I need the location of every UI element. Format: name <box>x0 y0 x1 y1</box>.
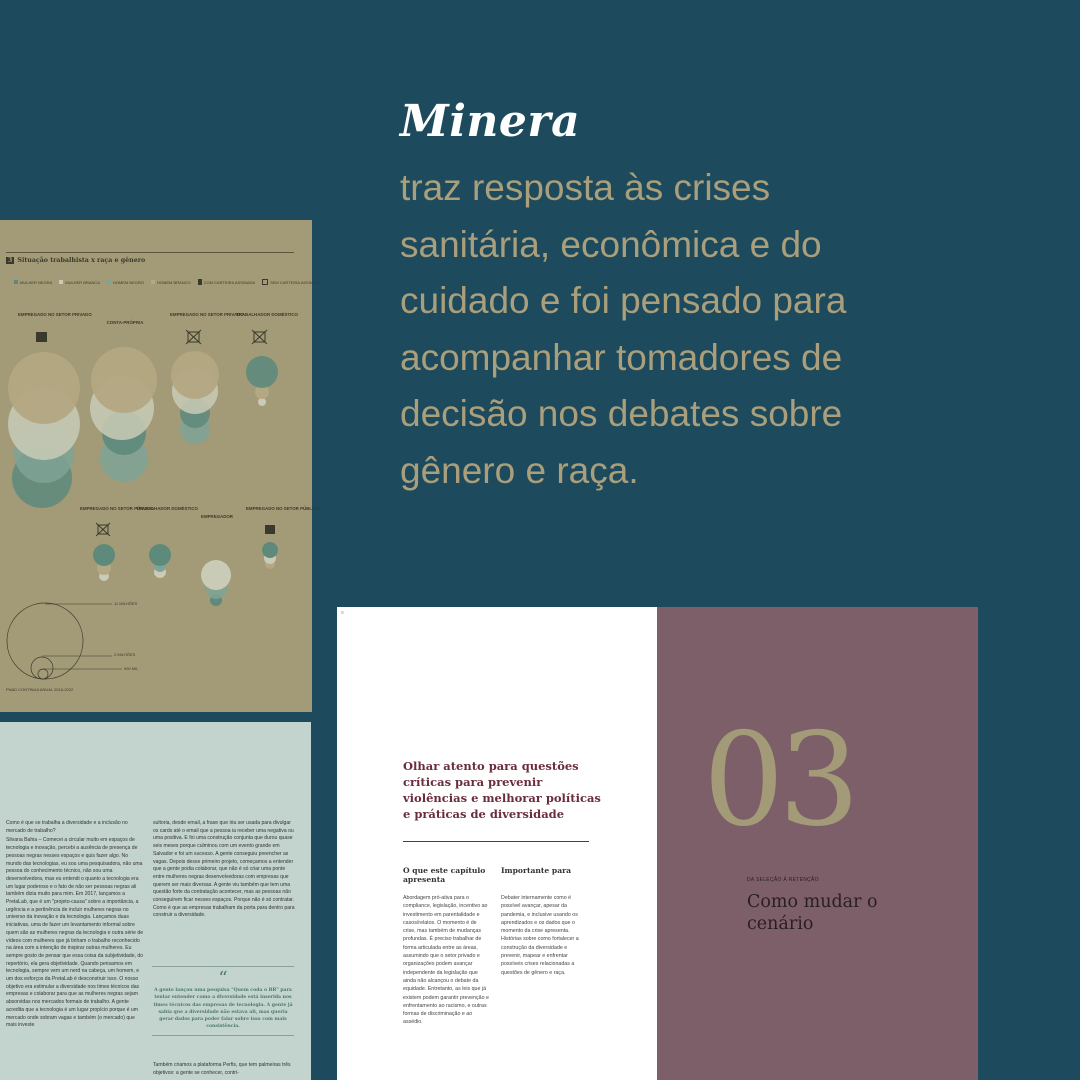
bubble <box>171 351 219 399</box>
divider <box>403 841 589 842</box>
scale-label: 11 MILHÕES <box>114 601 138 606</box>
legend-item: MULHER NEGRA <box>14 280 52 285</box>
paragraph: sultoria, desde email, a frase que iria ser usada para divulgar os cards até o email que a pessoa ia receber uma negativa ou uma positiva. E foi uma construção conjunta que durou quase seis meses porque culminou com um evento grande em Salvador e foi um sucesso. A gente conseguiu preencher as vagas. Depois desse primeiro projeto, começamos a entender que a gente podia colaborar, que não é só criar uma ponte entre mulheres negras desenvolvedoras com empresas que querem ser mais diversas. A gente viu também que tem uma questão forte da contratação acontecer, mas as pessoas não conseguirem ficar nesses espaços. Porque não é só contratar. Como é que as empresas trabalham da porta para dentro para construir a diversidade. <box>153 820 295 919</box>
brand-title: Minera <box>400 96 581 147</box>
source-note: PNAD CONTÍNUA ANUAL 2018-2022 <box>6 687 74 692</box>
article-page <box>0 722 311 1080</box>
chapter-heading: Olhar atento para questões críticas para prevenir violências e melhorar políticas e práticas de diversidade <box>403 759 601 821</box>
category-label: EMPREGADO NO SETOR PÚBLICO <box>246 506 320 511</box>
infographic-page <box>0 220 321 712</box>
legend-item: HOMEM NEGRO <box>107 280 144 285</box>
chapter-title: Como mudar o cenário <box>747 892 878 934</box>
chapter-number: 03 <box>703 706 854 855</box>
infographic-title: 3 Situação trabalhista x raça e gênero <box>8 257 146 264</box>
category-label: TRABALHADOR DOMÉSTICO <box>236 312 298 317</box>
tagline-line: sanitária, econômica e do <box>400 223 822 265</box>
category-label: EMPREGADOR <box>201 514 233 519</box>
bubble <box>149 544 171 566</box>
article-column <box>153 820 295 923</box>
category-label: EMPREGADO NO SETOR PRIVADO <box>18 312 92 317</box>
subheading: Importante para <box>501 866 572 875</box>
scale-label: 2 MILHÕES <box>114 652 136 657</box>
article-column <box>153 1062 295 1080</box>
bubble <box>91 347 157 413</box>
tagline-line: traz resposta às crises <box>400 167 771 208</box>
body-text: Abordagem pró-ativa para o compliance, legislação, incentivo ao investimento em parentalidade e casos/relatos. O momento é de crise, mas também de mudanças profundas. É preciso trabalhar de forma articulada entre as áreas, assumindo que o setor privado e organizações podem avançar independente da legislação que ainda não alcançou o debate da equidade. Entretanto, as leis que já existem podem garantir prevenção e enfrentamento ao racismo, e outras formas de discriminação e ao assédio. <box>403 895 489 1026</box>
tagline-line: acompanhar tomadores de <box>400 336 843 378</box>
tagline-line: gênero e raça. <box>400 449 639 491</box>
scale-circle <box>7 603 83 679</box>
briefcase-icon <box>265 525 275 534</box>
crossed-briefcase-icon <box>252 330 267 344</box>
quote-mark-icon: “ <box>218 968 228 989</box>
quote-text: A gente lançou uma pesquisa "Quem coda o BR" para tentar entender como a diversidade está inserida nos times técnicos das empresas de tecnologia. A gente já sabia que a diversidade não estava ali, mas queria gerar dados para poder falar sobre isso com mais consistência. <box>153 988 293 1030</box>
bubble <box>8 352 80 424</box>
bubble <box>262 542 278 558</box>
briefcase-icon <box>36 332 47 342</box>
chapter-intro-page <box>337 607 658 1080</box>
article-column <box>6 820 144 1033</box>
menu-icon: ≡ <box>341 610 344 616</box>
tagline-line: decisão nos debates sobre <box>400 393 843 434</box>
legend-item: MULHER BRANCA <box>59 280 100 285</box>
crossed-briefcase-icon <box>186 330 201 344</box>
category-label: CONTA-PRÓPRIA <box>106 320 144 325</box>
legend-item: COM CARTEIRA ASSINADA <box>198 279 256 285</box>
subheading: O que este capítulo apresenta <box>403 866 486 884</box>
bubble <box>246 356 278 388</box>
paragraph: Também criamos a plataforma Perfis, que tem palmeiras três objetivos: a gente se conhecer, contri- <box>153 1062 291 1076</box>
bubble-chart <box>0 220 320 712</box>
category-label: EMPREGADO NO SETOR PÚBLICO <box>80 506 154 511</box>
chapter-kicker: DA SELEÇÃO À RETENÇÃO <box>747 877 819 883</box>
scale-circle <box>38 669 48 679</box>
legend-item: SEM CARTEIRA ASSINADA <box>262 279 321 285</box>
bubble <box>93 544 115 566</box>
tagline <box>400 160 960 499</box>
category-label: EMPREGADO NO SETOR PRIVADO <box>170 312 244 317</box>
paragraph: Silvana Bahia – Comecei a circular muito em espaços de tecnologia e inovação, percebi a ausência de presença de pessoas negras nesses espaços e quis fazer algo. No mundo das tecnologias, eu sou uma pesquisadora, não uma pessoa do conhecimento técnico, não sou uma desenvolvedora, mas eu entendi o quanto a tecnologia era um lugar poderoso e o fato de não ser pessoas negras ali também dizia muito para mim. Em 2017, lançamos a PretaLab, que é um "projeto-causa" sobre a importância, a urgência e a pertinência de incluir mulheres negras no universo da inovação e da tecnologia. Lançamos duas iniciativas, uma de fazer um levantamento informal sobre quem são as mulheres negras da tecnologia e outra série de vídeos com mulheres que já tinham o trabalho reconhecido na área com a intenção de inspirar outras mulheres. Eu sempre gosto de pensar que essa coisa da subjetividade, do repertório, ela gera objetividade. Quando pensamos em tecnologia, sempre vem um nerd na cabeça, um homem, e um dos esforços da PretaLab é desconstruir isso. O nosso objetivo era estimular a diversidade nos times técnicos das empresas e colaborar para que as mulheres negras sejam absorvidas nos mercados formais de trabalho. A gente acredita que a tecnologia é um lugar propício porque é um mercado onde sobram vagas e também (o mercado) que mais investe <box>6 837 144 1029</box>
bubble <box>258 398 266 406</box>
category-label: TRABALHADOR DOMÉSTICO <box>136 506 198 511</box>
legend-item: HOMEM BRANCO <box>151 280 191 285</box>
scale-label: 900 MIL <box>124 666 139 671</box>
body-text: Debater internamente como é possível avançar, apesar da pandemia, e inclusive usando os aprendizados e os dados que o momento da crise apresenta. Histórias sobre como fortalecer a construção da diversidade e prevenir, mapear e enfrentar possíveis crises relacionadas a questões de gênero e raça. <box>501 895 579 976</box>
pull-quote <box>152 962 294 1040</box>
chapter-opener-page <box>657 607 978 1080</box>
interview-question: Como é que se trabalha a diversidade e a inclusão no mercado de trabalho? <box>6 820 128 834</box>
tagline-line: cuidado e foi pensado para <box>400 280 847 321</box>
scale-circle <box>31 657 53 679</box>
bubble <box>201 560 231 590</box>
crossed-briefcase-icon <box>96 523 110 536</box>
